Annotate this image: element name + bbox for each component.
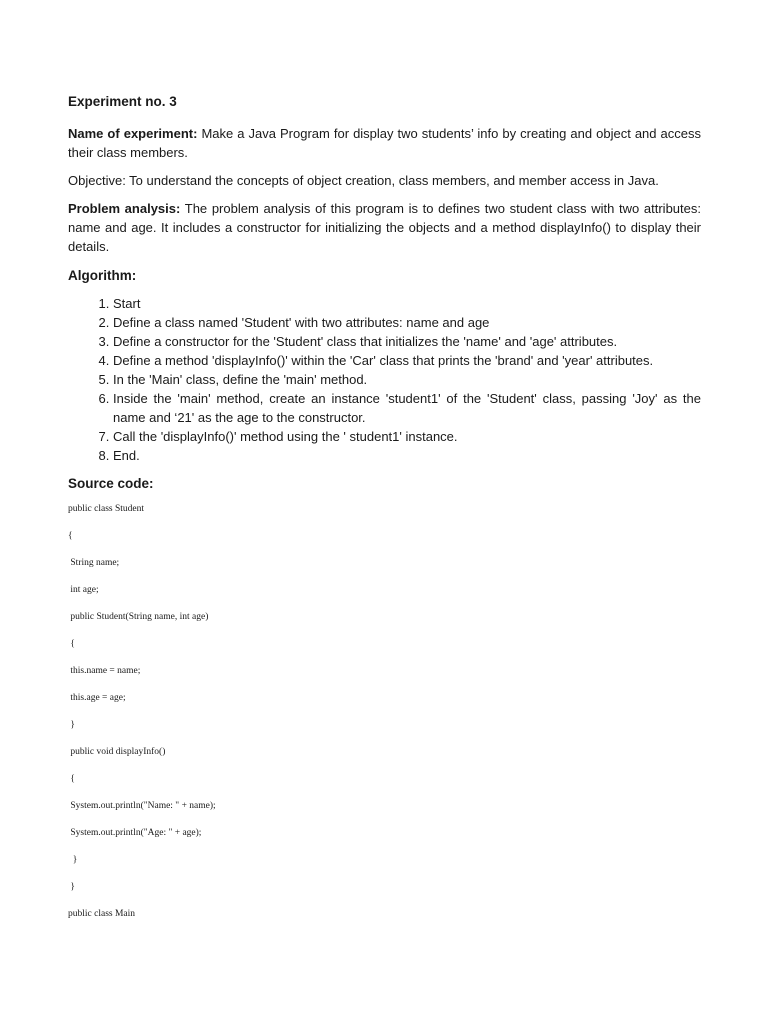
source-code-title: Source code: xyxy=(68,476,154,491)
problem-analysis-label: Problem analysis: xyxy=(68,201,181,216)
problem-analysis-paragraph xyxy=(68,199,701,256)
document-content xyxy=(68,92,701,935)
code-line: this.name = name; xyxy=(68,666,141,676)
code-line: int age; xyxy=(68,585,99,595)
algorithm-title: Algorithm: xyxy=(68,268,137,283)
problem-analysis-text: The problem analysis of this program is to defines two student class with two attributes: name and age. It includes a constructor for initializing the objects and a method displayInfo() to display their details. xyxy=(68,201,701,254)
code-line: this.age = age; xyxy=(68,693,126,703)
algorithm-step: 3. Define a constructor for the 'Student' class that initializes the 'name' and 'age' attributes. xyxy=(113,332,701,351)
algorithm-step: 5. In the 'Main' class, define the 'main' method. xyxy=(113,370,701,389)
code-line: } xyxy=(68,882,75,892)
algorithm-step: 8. End. xyxy=(113,446,701,465)
algorithm-step: 6. Inside the 'main' method, create an instance 'student1' of the 'Student' class, passing 'Joy' as the name and ‘21' as the age to the constructor. xyxy=(113,389,701,427)
experiment-name-paragraph xyxy=(68,124,701,162)
code-line: String name; xyxy=(68,558,120,568)
algorithm-step: 1. Start xyxy=(113,294,701,313)
experiment-title: Experiment no. 3 xyxy=(68,94,177,109)
code-line: { xyxy=(68,639,75,649)
code-line: } xyxy=(68,855,78,865)
experiment-name-label: Name of experiment: xyxy=(68,126,198,141)
code-line: { xyxy=(68,774,75,784)
objective-paragraph: Objective: To understand the concepts of object creation, class members, and member access in Java. xyxy=(68,173,659,188)
experiment-name-text: Make a Java Program for display two students’ info by creating and object and access their class members. xyxy=(68,126,702,160)
algorithm-steps-list xyxy=(68,294,701,465)
code-line: public Student(String name, int age) xyxy=(68,612,209,622)
source-code-block xyxy=(68,503,701,935)
code-line: System.out.println("Age: " + age); xyxy=(68,828,202,838)
code-line: System.out.println("Name: " + name); xyxy=(68,801,216,811)
algorithm-step: 4. Define a method 'displayInfo()' within the 'Car' class that prints the 'brand' and 'year' attributes. xyxy=(113,351,701,370)
code-line: public void displayInfo() xyxy=(68,747,166,757)
algorithm-step: 2. Define a class named 'Student' with two attributes: name and age xyxy=(113,313,701,332)
code-line: public class Main xyxy=(68,909,136,919)
code-line: } xyxy=(68,720,75,730)
code-line: public class Student xyxy=(68,504,144,514)
algorithm-step: 7. Call the 'displayInfo()' method using the ' student1' instance. xyxy=(113,427,701,446)
code-line: { xyxy=(68,531,73,541)
